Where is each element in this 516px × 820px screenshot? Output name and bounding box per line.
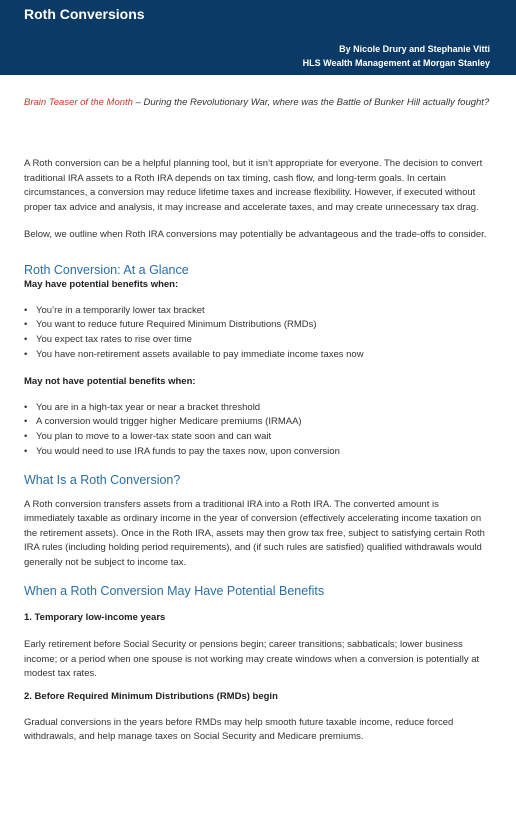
- list-item: • A conversion would trigger higher Medicare premiums (IRMAA): [24, 415, 492, 430]
- list-item: • You would need to use IRA funds to pay the taxes now, upon conversion: [24, 445, 492, 460]
- list-item: • You are in a high-tax year or near a bracket threshold: [24, 401, 492, 416]
- intro-paragraph-2: Below, we outline when Roth IRA conversions may potentially be advantageous and the trade-offs to consider.: [24, 229, 487, 240]
- list-item: • You’re in a temporarily lower tax bracket: [24, 304, 492, 319]
- benefits-list: [24, 304, 492, 363]
- brain-teaser-label: Brain Teaser of the Month: [24, 97, 133, 108]
- numbered-subheading-1: 1. Temporary low-income years: [24, 612, 166, 624]
- list-item: • You expect tax rates to rise over time: [24, 333, 492, 348]
- intro-paragraph: A Roth conversion can be a helpful planning tool, but it isn’t appropriate for everyone. The decision to convert traditional IRA assets to a Roth IRA depends on tax timing, cash flow, and long-term goals. In certain circumstances, a conversion may reduce lifetime taxes and increase flexibility. However, if executed without proper tax advice and analysis, it may increase and accelerate taxes, and may create unnecessary tax drag.: [24, 158, 483, 213]
- section-heading-when: When a Roth Conversion May Have Potential Benefits: [24, 584, 325, 599]
- list-item: • You plan to move to a lower-tax state soon and can wait: [24, 430, 492, 445]
- newsletter-header: [0, 0, 516, 75]
- article-body: [0, 95, 516, 745]
- brain-teaser-question: – During the Revolutionary War, where was the Battle of Bunker Hill actually fought?: [132, 97, 490, 108]
- benefits-subheading: May have potential benefits when:: [24, 278, 179, 290]
- authors: By Nicole Drury and Stephanie Vitti: [339, 44, 490, 54]
- numbered-paragraph-1: Early retirement before Social Security or pensions begin; career transitions; sabbaticals; lower business income; or a period when one spouse is not working may create windows when a conversion is potentially at modest tax rates.: [24, 639, 480, 680]
- byline: [303, 42, 490, 70]
- no-benefits-list: [24, 401, 492, 460]
- numbered-subheading-2: 2. Before Required Minimum Distributions (RMDs) begin: [24, 690, 278, 702]
- brain-teaser: [24, 95, 492, 110]
- page-title: Roth Conversions: [24, 6, 145, 22]
- section-heading-what-is: What Is a Roth Conversion?: [24, 472, 181, 487]
- what-is-paragraph: A Roth conversion transfers assets from a traditional IRA into a Roth IRA. The converted amount is immediately taxable as ordinary income in the year of conversion (effectively accelerating income taxation on the retirement assets). Once in the Roth IRA, assets may then grow tax free, subject to satisfying certain Roth IRA rules (including holding period requirements), and (if such rules are satisfied) qualified withdrawals would generally not be subject to income tax.: [24, 498, 485, 568]
- section-heading-at-a-glance: Roth Conversion: At a Glance: [24, 262, 189, 277]
- numbered-paragraph-2: Gradual conversions in the years before RMDs may help smooth future taxable income, reduce forced withdrawals, and help manage taxes on Social Security and Medicare premiums.: [24, 716, 454, 743]
- firm-name: HLS Wealth Management at Morgan Stanley: [302, 58, 490, 68]
- list-item: • You want to reduce future Required Minimum Distributions (RMDs): [24, 318, 492, 333]
- no-benefits-subheading: May not have potential benefits when:: [24, 375, 196, 387]
- list-item: • You have non-retirement assets available to pay immediate income taxes now: [24, 348, 492, 363]
